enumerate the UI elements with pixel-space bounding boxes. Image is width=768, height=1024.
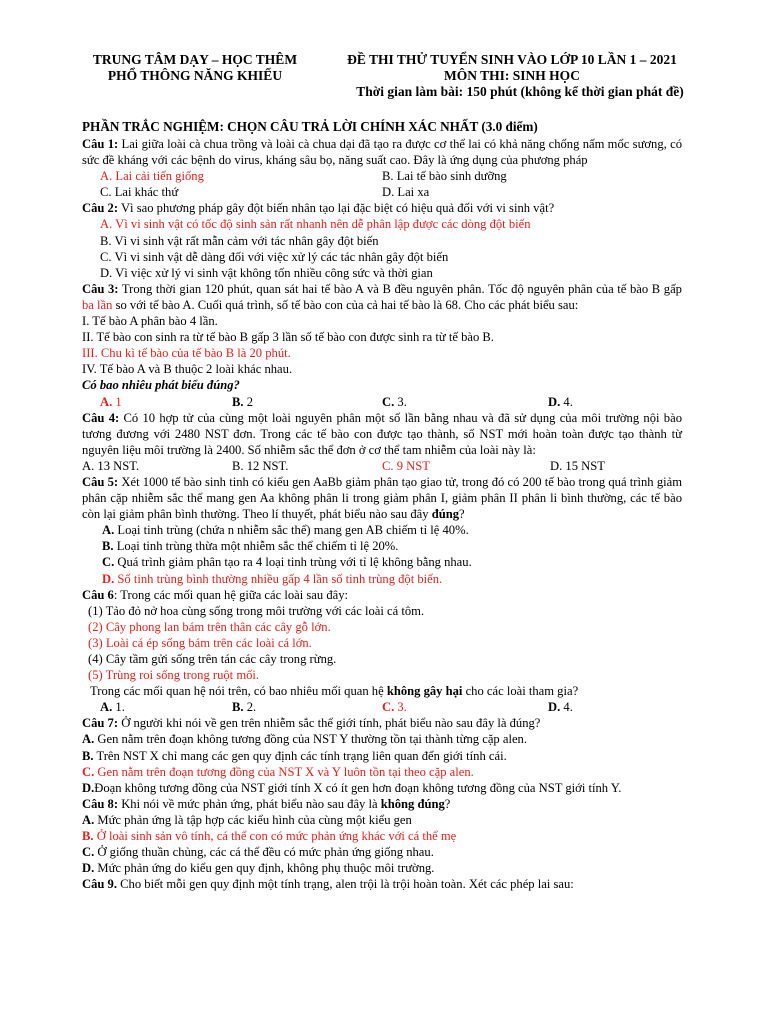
option-c: C. Gen nằm trên đoạn tương đồng của NST X và Y luôn tồn tại theo cặp alen. [82,764,474,779]
question-2 [82,200,682,216]
question-3 [82,281,682,313]
question-6 [82,587,682,603]
question-label: Câu 6 [82,587,114,602]
relation-5: (5) Trùng roi sống trong ruột mối. [88,668,260,683]
option-b: B. Vì vi sinh vật rất mẫn cảm với tác nhân gây đột biến [100,233,379,248]
option-c: C. Vì vi sinh vật dễ dàng đối với việc xử lý các tác nhân gây đột biến [100,249,449,264]
statement-4: IV. Tế bào A và B thuộc 2 loài khác nhau. [82,362,293,377]
question-1 [82,136,682,168]
question-text: Xét 1000 tế bào sinh tinh có kiểu gen AaBb giảm phân tạo giao tử, trong đó có 200 tế bào trong quá trình giảm phân cặp nhiễm sắc thể mang gen Aa không phân li trong giảm phân I, giảm phân II phân li bình thường, các tế bào còn lại giảm phân bình thường. Theo lí thuyết, phát biểu nào sau đây [82,474,682,522]
option-label: C. [382,394,395,409]
school-subname: PHỔ THÔNG NĂNG KHIẾU [107,68,283,83]
option-value: 2 [243,394,254,409]
question-1-options-row1 [82,168,682,184]
question-label: Câu 9. [82,877,117,892]
option-d: D. Mức phản ứng do kiểu gen quy định, không phụ thuộc môi trường. [82,861,435,876]
question-text-cont: so với tế bào A. Cuối quá trình, số tế bào con của cả hai tế bào là 68. Cho các phát biểu sau: [112,297,579,312]
question-6-options [82,699,682,715]
question-text: Vì sao phương pháp gây đột biến nhân tạo lại đặc biệt có hiệu quả đối với vi sinh vật? [118,201,555,216]
option-a: A. 1. [100,700,125,715]
relation-1: (1) Tảo đỏ nở hoa cùng sống trong môi trường với các loài cá tôm. [88,603,425,618]
option-a: A. Loại tinh trùng (chứa n nhiễm sắc thể) mang gen AB chiếm tỉ lệ 40%. [102,523,469,538]
option-d: D. Số tinh trùng bình thường nhiều gấp 4 lần số tinh trùng đột biến. [102,571,443,586]
question-1-options-row2 [82,184,682,200]
option-a [100,394,232,410]
option-b: B. 12 NST. [232,458,289,473]
exam-duration: Thời gian làm bài: 150 phút (không kể thời gian phát đề) [356,84,684,99]
option-a: A. Gen nằm trên đoạn không tương đồng của NST Y thường tồn tại thành từng cặp alen. [82,732,527,747]
question-text: Ở người khi nói về gen trên nhiễm sắc thể giới tính, phát biểu nào sau đây là đúng? [118,716,541,731]
option-c: C. Ở giống thuần chủng, các cá thể đều có mức phản ứng giống nhau. [82,845,434,860]
question-text: Trong thời gian 120 phút, quan sát hai tế bào A và B đều nguyên phân. Tốc độ nguyên phân của tế bào B gấp [118,281,682,296]
option-b: B. Ở loài sinh sản vô tính, cá thể con có mức phản ứng khác với cá thể mẹ [82,829,457,844]
question-prompt: Có bao nhiêu phát biểu đúng? [82,378,240,393]
school-name: TRUNG TÂM DẠY – HỌC THÊM [92,52,298,67]
option-a: A. 13 NST. [82,458,140,473]
question-label: Câu 5: [82,474,119,489]
option-d: D. Vì việc xử lý vi sinh vật không tốn nhiều công sức và thời gian [100,265,433,280]
option-b: B. Trên NST X chỉ mang các gen quy định các tính trạng liên quan đến giới tính cái. [82,748,507,763]
exam-subject: MÔN THI: SINH HỌC [444,68,580,83]
option-d [548,394,573,410]
option-d: D.Đoạn không tương đồng của NST giới tính X có ít gen hơn đoạn không tương đồng của NST giới tính Y. [82,780,622,795]
question-5 [82,474,682,522]
option-b: B. 2. [232,700,257,715]
option-a: A. Lai cải tiến giống [100,169,204,184]
statement-1: I. Tế bào A phân bào 4 lần. [82,314,218,329]
question-highlight: ba lần [82,297,113,312]
question-4-options [82,458,682,474]
relation-4: (4) Cây tầm gửi sống trên tán các cây trong rừng. [88,652,337,666]
statement-2: II. Tế bào con sinh ra từ tế bào B gấp 3 lần số tế bào con được sinh ra từ tế bào B. [82,330,494,345]
question-label: Câu 1: [82,137,119,151]
question-text: : Trong các mối quan hệ giữa các loài sau đây: [113,587,348,602]
question-text: Cho biết mỗi gen quy định một tính trạng, alen trội là trội hoàn toàn. Xét các phép lai sau: [117,877,574,892]
option-c: C. 3. [382,700,407,715]
option-label: D. [548,394,561,409]
option-d: D. 4. [548,700,573,715]
question-4 [82,410,682,458]
option-c: C. Lai khác thứ [100,185,179,200]
option-c: C. Quá trình giảm phân tạo ra 4 loại tinh trùng với tỉ lệ không bằng nhau. [102,555,472,570]
exam-body [82,118,682,892]
option-value: 4. [560,394,573,409]
exam-title: ĐỀ THI THỬ TUYỂN SINH VÀO LỚP 10 LẦN 1 – 2021 [347,52,677,67]
question-text-cont: ? [444,796,451,811]
relation-2: (2) Cây phong lan bám trên thân các cây gỗ lớn. [88,619,331,634]
question-label: Câu 8: [82,796,119,811]
question-emphasis: không đúng [380,796,445,811]
option-c [382,394,548,410]
option-b: B. Lai tế bào sinh dưỡng [382,169,507,184]
option-a: A. Vì vi sinh vật có tốc độ sinh sản rất nhanh nên dễ phân lập được các dòng đột biến [100,217,531,232]
option-label: B. [232,394,244,409]
question-text: Lai giữa loài cà chua trồng và loài cà chua dại đã tạo ra được cơ thể lai có khả năng chống nấm mốc sương, có sức đề kháng với các bệnh do virus, kháng sâu bọ, năng suất cao. Đây là ứng dụng của phương pháp [82,137,682,168]
question-text: Có 10 hợp tử của cùng một loài nguyên phân một số lần bằng nhau và đã sử dụng của môi trường nội bào tương đương với 2480 NST đơn. Trong các tế bào con được tạo thành, số NST mới hoàn toàn được tạo thành từ nguyên liệu môi trường là 2400. Số nhiễm sắc thể đơn ở cơ thể tam nhiễm của loài này là: [82,410,682,457]
option-value: 3. [394,394,407,409]
question-prompt: Trong các mối quan hệ nói trên, có bao nhiêu mối quan hệ không gây hại cho các loài tham gia? [90,684,579,699]
question-label: Câu 3: [82,281,119,296]
option-b [232,394,382,410]
question-label: Câu 2: [82,201,119,216]
option-a: A. Mức phản ứng là tập hợp các kiểu hình của cùng một kiểu gen [82,812,412,827]
option-d: D. 15 NST [550,458,605,473]
question-label: Câu 7: [82,716,119,731]
question-8 [82,796,682,812]
relation-3: (3) Loài cá ép sống bám trên các loài cá lớn. [88,635,312,650]
question-3-options [82,394,682,410]
option-b: B. Loại tinh trùng thừa một nhiễm sắc thể chiếm tỉ lệ 20%. [102,539,399,554]
question-7 [82,715,682,731]
option-d: D. Lai xa [382,185,430,200]
option-c: C. 9 NST [382,458,430,473]
question-text: Khi nói về mức phản ứng, phát biểu nào sau đây là [118,796,381,811]
question-label: Câu 4: [82,410,120,425]
question-emphasis: đúng [431,507,460,522]
option-label: A. [100,394,113,409]
section-title: PHẦN TRẮC NGHIỆM: CHỌN CÂU TRẢ LỜI CHÍNH XÁC NHẤT (3.0 điểm) [82,119,538,134]
statement-3: III. Chu kì tế bào của tế bào B là 20 phút. [82,346,291,361]
option-value: 1 [112,394,122,409]
question-9 [82,876,682,892]
question-text-cont: ? [459,507,465,522]
